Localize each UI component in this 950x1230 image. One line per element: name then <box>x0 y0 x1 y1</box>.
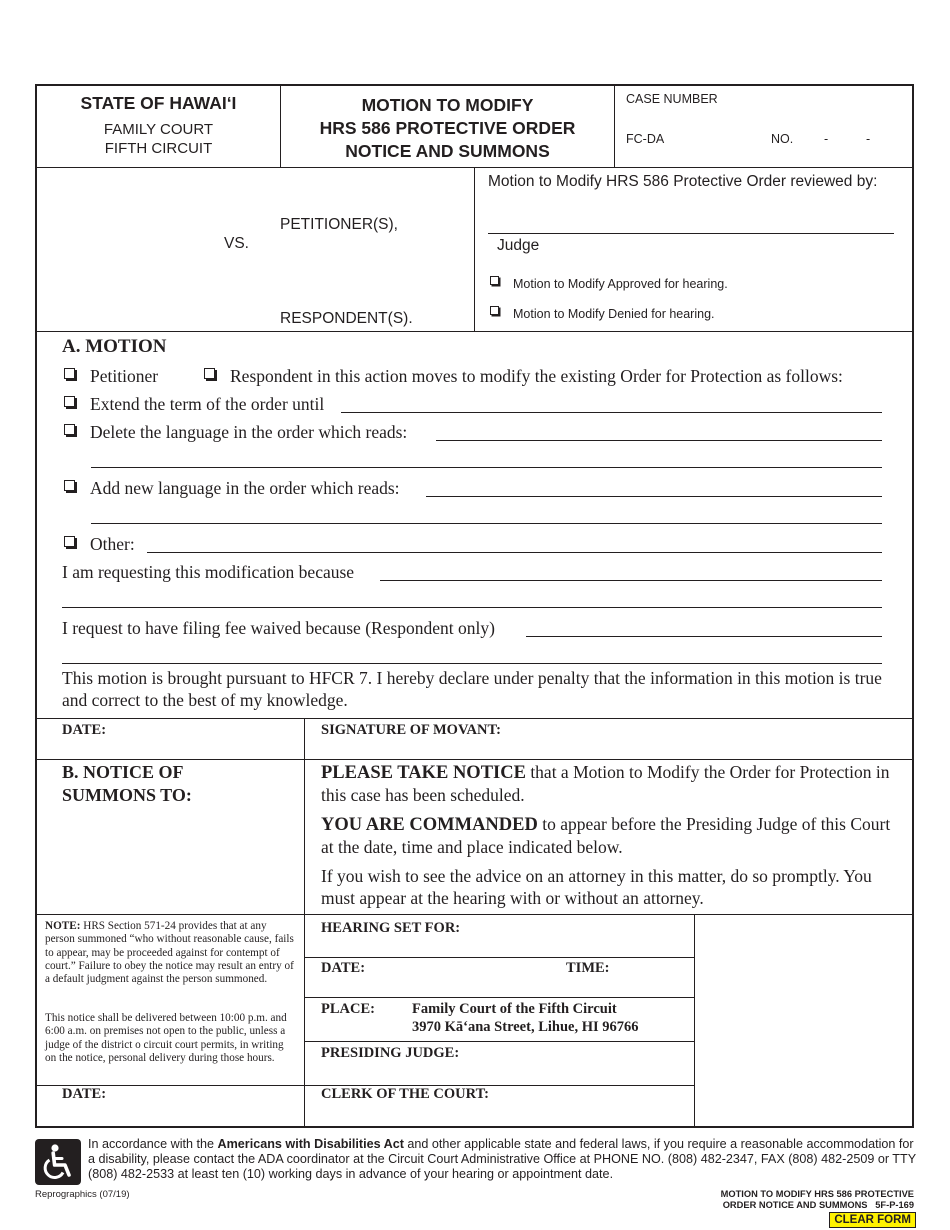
notice-p1-bold: PLEASE TAKE NOTICE <box>321 763 526 783</box>
respondent-label: RESPONDENT(S). <box>280 310 413 327</box>
form-id-line2: ORDER NOTICE AND SUMMONS 5F-P-169 <box>722 1200 914 1210</box>
notice-paragraph-1 <box>321 761 901 806</box>
summons-to-field[interactable] <box>45 810 295 905</box>
approved-label: Motion to Modify Approved for hearing. <box>513 277 728 291</box>
delete-checkbox[interactable] <box>64 424 75 435</box>
state-name: STATE OF HAWAI‘I <box>80 93 237 113</box>
ada-notice-pre: In accordance with the <box>88 1137 218 1151</box>
form-title-line2: HRS 586 PROTECTIVE ORDER <box>319 118 576 138</box>
presiding-judge-label: PRESIDING JUDGE: <box>321 1045 460 1061</box>
case-dash-1: - <box>824 132 829 146</box>
hearing-time-field[interactable] <box>616 960 690 988</box>
fee-waiver-label: I request to have filing fee waived because (Respondent only) <box>62 618 495 638</box>
motion-date-label: DATE: <box>62 722 107 738</box>
notice-p1-text: that a Motion to Modify the Order for Protection in this case has been scheduled. <box>321 762 890 805</box>
denied-label: Motion to Modify Denied for hearing. <box>513 307 715 321</box>
legal-note-delivery: This notice shall be delivered between 10:00 p.m. and 6:00 a.m. on premises not open to the public, unless a judge of the district o circuit court permits, in writing on the notice, personal delivery during those hours. <box>45 1012 287 1064</box>
case-prefix: FC-DA <box>626 132 665 146</box>
vs-label: VS. <box>224 235 249 252</box>
hearing-date-label: DATE: <box>321 960 366 976</box>
signature-label: SIGNATURE OF MOVANT: <box>321 722 501 738</box>
approved-checkbox[interactable] <box>490 276 499 285</box>
case-number-label: CASE NUMBER <box>626 92 718 106</box>
notice-p2-bold: YOU ARE COMMANDED <box>321 815 538 835</box>
notice-p2-text: to appear before the Presiding Judge of this Court at the date, time and place indicated below. <box>321 814 891 857</box>
clerk-label: CLERK OF THE COURT: <box>321 1086 490 1102</box>
ada-notice-bold: Americans with Disabilities Act <box>217 1137 404 1151</box>
case-dash-2: - <box>866 132 871 146</box>
court-seal-area <box>696 916 912 1126</box>
hearing-date-field[interactable] <box>375 960 555 988</box>
reviewed-by-label: Motion to Modify HRS 586 Protective Order reviewed by: <box>488 173 878 190</box>
place-line1: Family Court of the Fifth Circuit <box>412 1001 617 1017</box>
respondent-name-field[interactable] <box>45 262 465 302</box>
add-checkbox[interactable] <box>64 480 75 491</box>
place-label: PLACE: <box>321 1001 375 1017</box>
place-line2: 3970 Kāʻana Street, Lihue, HI 96766 <box>412 1019 639 1035</box>
ada-notice-post: and other applicable state and federal laws, if you require a reasonable accommodation for a disability, please contact the ADA coordinator at the Circuit Court Administrative Office at PHONE NO. (808) 482-2347, FAX (808) 482-2509 or TTY (808) 482-2533 at least ten (10) working days in advance of your hearing or appointment date. <box>88 1137 916 1182</box>
accessibility-icon <box>35 1139 81 1185</box>
hearing-set-label: HEARING SET FOR: <box>321 920 461 936</box>
delete-label: Delete the language in the order which reads: <box>90 422 408 442</box>
circuit-name: FIFTH CIRCUIT <box>104 140 213 157</box>
bottom-date-label: DATE: <box>62 1086 107 1102</box>
add-label: Add new language in the order which reads: <box>90 478 400 498</box>
reason-label: I am requesting this modification because <box>62 562 355 582</box>
form-id-line1: MOTION TO MODIFY HRS 586 PROTECTIVE <box>720 1189 914 1199</box>
ada-notice <box>88 1137 918 1183</box>
form-title-line1: MOTION TO MODIFY <box>361 95 534 115</box>
fee-waiver-field[interactable] <box>526 636 882 637</box>
petitioner-name-field[interactable] <box>45 172 465 212</box>
judge-signature-line[interactable] <box>488 233 894 234</box>
signature-field[interactable] <box>520 722 905 752</box>
clear-form-button[interactable]: CLEAR FORM <box>829 1212 916 1228</box>
court-name: FAMILY COURT <box>103 121 214 138</box>
other-label: Other: <box>90 534 135 554</box>
reason-field-line2[interactable] <box>62 607 882 608</box>
declaration-text: This motion is brought pursuant to HFCR 7. I hereby declare under penalty that the information in this motion is true and correct to the best of my knowledge. <box>62 668 882 710</box>
bottom-date-field[interactable] <box>120 1088 300 1118</box>
petitioner-option-label: Petitioner <box>90 366 159 386</box>
note-label: NOTE: <box>45 920 81 932</box>
extend-date-field[interactable] <box>341 412 882 413</box>
motion-date-field[interactable] <box>120 722 300 752</box>
form-title-line3: NOTICE AND SUMMONS <box>345 141 550 161</box>
petitioner-label: PETITIONER(S), <box>280 216 398 233</box>
respondent-checkbox[interactable] <box>204 368 215 379</box>
case-number-field[interactable] <box>670 125 910 147</box>
notice-heading-line2: SUMMONS TO: <box>62 785 192 805</box>
other-field[interactable] <box>147 552 882 553</box>
notice-heading-line1: B. NOTICE OF <box>62 762 184 782</box>
denied-checkbox[interactable] <box>490 306 499 315</box>
petitioner-checkbox[interactable] <box>64 368 75 379</box>
reason-field[interactable] <box>380 580 882 581</box>
note-text: HRS Section 571-24 provides that at any person summoned “who without reasonable cause, fails to appear, may be proceeded against for contempt of court.” Failure to obey the notice may result an entry of a default judgment against the person summoned. <box>45 920 294 986</box>
add-language-field-line2[interactable] <box>91 523 882 524</box>
legal-note <box>45 920 295 986</box>
hearing-time-label: TIME: <box>566 960 610 976</box>
notice-paragraph-2 <box>321 813 901 858</box>
motion-heading: A. MOTION <box>62 336 167 357</box>
delete-language-field-line2[interactable] <box>91 467 882 468</box>
reprographics-label: Reprographics (07/19) <box>35 1189 130 1200</box>
case-no-label: NO. <box>771 132 794 146</box>
delete-language-field[interactable] <box>436 440 882 441</box>
add-language-field[interactable] <box>426 496 882 497</box>
judge-label: Judge <box>497 237 540 254</box>
extend-label: Extend the term of the order until <box>90 394 325 414</box>
presiding-judge-field[interactable] <box>475 1045 690 1073</box>
other-checkbox[interactable] <box>64 536 75 547</box>
notice-paragraph-3: If you wish to see the advice on an attorney in this matter, do so promptly. You must appear at the hearing with or without an attorney. <box>321 866 872 908</box>
fee-waiver-field-line2[interactable] <box>62 663 882 664</box>
extend-checkbox[interactable] <box>64 396 75 407</box>
respondent-option-label: Respondent in this action moves to modify the existing Order for Protection as follows: <box>230 366 843 386</box>
